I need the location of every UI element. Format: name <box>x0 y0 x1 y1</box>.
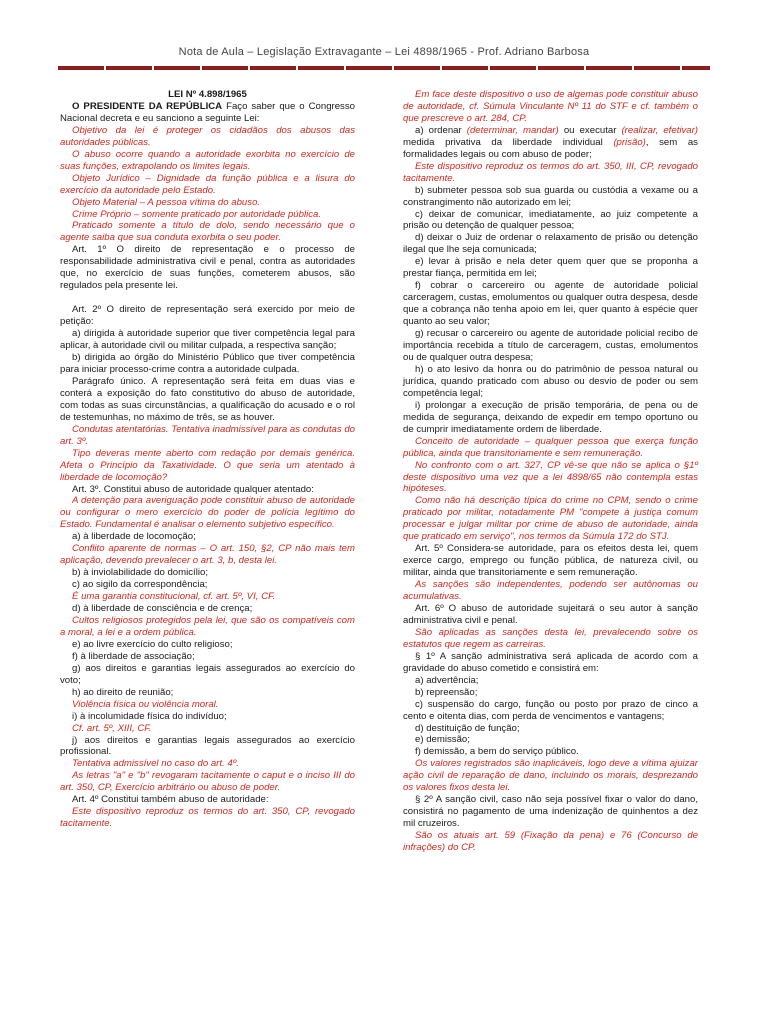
annotation-paragraph <box>403 89 698 125</box>
text-run: Objeto Material – A pessoa vítima do abuso. <box>72 196 261 208</box>
annotation-run: (realizar, efetivar) <box>621 124 699 136</box>
text-run: i) prolongar a execução de prisão temporária, de pena ou de medida de segurança, deixando de expedir em tempo oportuno ou de cumprir imediatamente ordem de liberdade. <box>403 399 698 435</box>
law-paragraph <box>403 746 698 758</box>
text-run: Crime Próprio – somente praticado por autoridade pública. <box>72 208 322 220</box>
text-run: medida privativa da liberdade individual <box>403 136 614 148</box>
law-paragraph <box>403 232 698 256</box>
law-paragraph <box>403 185 698 209</box>
text-run: a) advertência; <box>415 674 479 686</box>
bold-lead-text: O PRESIDENTE DA REPÚBLICA <box>72 100 223 112</box>
text-run: Art. 1º O direito de representação e o processo de responsabilidade administrativa civil e penal, contra as autoridades que, no exercício de suas funções, cometerem abusos, são regulados pela presente lei. <box>60 244 355 292</box>
text-run: e) demissão; <box>415 734 470 746</box>
annotation-paragraph <box>60 209 355 221</box>
law-paragraph <box>403 687 698 699</box>
text-run: Violência física ou violência moral. <box>72 698 219 710</box>
text-run: c) deixar de comunicar, imediatamente, ao juiz competente a prisão ou detenção de qualquer pessoa; <box>403 208 698 232</box>
text-run: b) dirigida ao órgão do Ministério Público que tiver competência para iniciar processo-crime contra a autoridade culpada. <box>60 352 355 375</box>
page-header-title: Nota de Aula – Legislação Extravagante – Lei 4898/1965 - Prof. Adriano Barbosa <box>178 46 590 58</box>
annotation-paragraph <box>60 424 355 448</box>
text-run: a) ordenar <box>415 124 467 136</box>
text-run: Como não há descrição típica do crime no CPM, sendo o crime praticado por militar, notadamente PM "compete à justiça comum processar e julgar militar por crime de abuso de autoridade, ainda que praticado em serviço", nos termos da Súmula 172 do STJ. <box>403 495 698 543</box>
annotation-paragraph <box>60 125 355 149</box>
annotation-paragraph <box>403 495 698 543</box>
annotation-paragraph <box>60 806 355 830</box>
annotation-paragraph <box>403 579 698 603</box>
text-run: São os atuais art. 59 (Fixação da pena) e 76 (Concurso de infrações) do CP. <box>403 830 698 854</box>
text-run: h) o ato lesivo da honra ou do patrimônio de pessoa natural ou jurídica, quando praticado com abuso ou desvio de poder ou sem competência legal; <box>403 363 698 399</box>
law-paragraph <box>60 352 355 376</box>
law-paragraph <box>403 543 698 579</box>
law-paragraph <box>403 364 698 400</box>
text-run: Condutas atentatórias. Tentativa inadmissível para as condutas do art. 3º. <box>60 423 355 447</box>
text-run: i) à incolumidade física do indivíduo; <box>72 710 227 722</box>
law-paragraph <box>60 328 355 352</box>
text-run: c) suspensão do cargo, função ou posto por prazo de cinco a cento e oitenta dias, com perda de vencimentos e vantagens; <box>403 698 698 722</box>
law-paragraph <box>403 675 698 687</box>
annotation-paragraph <box>60 770 355 794</box>
text-run: Faço saber que o Congresso Nacional decreta e eu sanciono a seguinte Lei: <box>60 100 355 124</box>
right-column <box>403 89 698 854</box>
text-run: Art. 4º Constitui também abuso de autoridade: <box>72 794 269 806</box>
annotation-paragraph <box>60 758 355 770</box>
annotation-paragraph <box>60 723 355 735</box>
text-run: § 2º A sanção civil, caso não seja possível fixar o valor do dano, consistirá no pagamento de uma indenização de quinhentos a dez mil cruzeiros. <box>403 794 698 830</box>
annotation-paragraph <box>60 173 355 197</box>
text-run: É uma garantia constitucional, cf. art. 5º, VI, CF. <box>72 591 276 603</box>
annotation-paragraph <box>403 758 698 794</box>
text-run: Cf. art. 5º, XIII, CF. <box>72 722 152 734</box>
law-paragraph <box>403 723 698 735</box>
law-paragraph <box>60 376 355 424</box>
text-run: a) à liberdade de locomoção; <box>72 531 196 543</box>
law-paragraph <box>60 579 355 591</box>
annotation-paragraph <box>403 830 698 854</box>
text-run: Art. 3º. Constitui abuso de autoridade qualquer atentado: <box>72 483 314 495</box>
text-run: g) recusar o carcereiro ou agente de autoridade policial recibo de importância recebida a título de carceragem, custas, emolumentos ou de qualquer outra despesa; <box>403 328 698 363</box>
text-run: Este dispositivo reproduz os termos do art. 350, III, CP, revogado tacitamente. <box>403 160 698 184</box>
annotation-paragraph <box>60 615 355 639</box>
text-run: e) levar à prisão e nela deter quem quer que se proponha a prestar fiança, permitida em lei; <box>403 256 698 280</box>
text-run: f) cobrar o carcereiro ou agente de autoridade policial carceragem, custas, emolumentos ou qualquer outra despesa, desde que a cobrança não tenha apoio em lei, quer quanto à espécie quer quanto ao seu valor; <box>403 280 698 328</box>
law-paragraph <box>60 304 355 328</box>
law-paragraph <box>60 687 355 699</box>
text-run: g) aos direitos e garantias legais assegurados ao exercício do voto; <box>60 662 355 686</box>
annotation-paragraph <box>60 699 355 711</box>
text-run: f) à liberdade de associação; <box>72 650 195 662</box>
law-paragraph <box>403 256 698 280</box>
text-run: As letras "a" e "b" revogaram tacitamente o caput e o inciso III do art. 350, CP, Exercício arbitrário ou abuso de poder. <box>60 770 355 794</box>
annotation-run: (determinar, mandar) <box>466 124 559 136</box>
text-run: LEI Nº 4.898/1965 <box>168 89 247 100</box>
left-column <box>60 89 355 830</box>
annotation-paragraph <box>60 197 355 209</box>
text-run: j) aos direitos e garantias legais assegurados ao exercício profissional. <box>60 734 355 758</box>
text-run: Conflito aparente de normas – O art. 150, §2, CP não mais tem aplicação, devendo prevalecer o art. 3, b, desta lei. <box>60 543 355 567</box>
law-paragraph <box>60 89 355 101</box>
text-run: As sanções são independentes, podendo ser autônomas ou acumulativas. <box>403 579 698 603</box>
text-run: Art. 5º Considera-se autoridade, para os efeitos desta lei, quem exerce cargo, emprego ou função pública, de natureza civil, ou militar, ainda que transitoriamente e sem remuneração. <box>403 543 698 579</box>
text-run: , sem as formalidades legais ou com abuso de poder; <box>403 136 698 160</box>
law-paragraph <box>60 531 355 543</box>
law-paragraph <box>403 280 698 328</box>
text-run: Os valores registrados são inaplicáveis, logo deve a vítima ajuizar ação civil de reparação de dano, incluindo os morais, desprezando os valores fixos desta lei. <box>403 758 698 794</box>
text-run: Art. 6º O abuso de autoridade sujeitará o seu autor à sanção administrativa civil e penal. <box>403 602 698 626</box>
law-paragraph <box>403 209 698 233</box>
text-run: Parágrafo único. A representação será feita em duas vias e conterá a exposição do fato constitutivo do abuso de autoridade, com todas as suas circunstâncias, a qualificação do acusado e o rol de testemunhas, no máximo de três, se as houver. <box>60 375 355 423</box>
annotation-run: (prisão) <box>613 136 646 148</box>
law-paragraph <box>60 651 355 663</box>
text-run: Tipo deveras mente aberto com redação por demais genérica. Afeta o Princípio da Taxatividade. O que seria um atentado à liberdade de locomoção? <box>60 447 355 483</box>
annotation-paragraph <box>60 591 355 603</box>
text-run: Praticado somente a título de dolo, sendo necessário que o agente saiba que sua conduta exorbita o seu poder. <box>60 220 355 244</box>
text-run: d) à liberdade de consciência e de crença; <box>72 603 253 615</box>
text-run: Objeto Jurídico – Dignidade da função pública e a lisura do exercício da autoridade pelo Estado. <box>60 172 355 196</box>
text-run: A detenção para averiguação pode constituir abuso de autoridade ou configurar o mero exercício do poder de polícia legítimo do Estado. Fundamental é analisar o elemento subjetivo específico. <box>60 495 355 531</box>
annotation-paragraph <box>403 627 698 651</box>
annotation-paragraph <box>60 543 355 567</box>
text-run: d) destituição de função; <box>415 722 520 734</box>
text-run: e) ao livre exercício do culto religioso; <box>72 638 233 650</box>
law-paragraph <box>60 735 355 759</box>
law-paragraph <box>60 663 355 687</box>
law-paragraph <box>403 400 698 436</box>
law-paragraph <box>403 794 698 830</box>
text-run: Art. 2º O direito de representação será exercido por meio de petição: <box>60 304 355 328</box>
annotation-paragraph <box>403 460 698 496</box>
text-run: São aplicadas as sanções desta lei, prevalecendo sobre os estatutos que regem as carreiras. <box>403 626 698 650</box>
annotation-paragraph <box>60 495 355 531</box>
law-paragraph <box>403 651 698 675</box>
law-paragraph <box>403 125 698 161</box>
text-run: Este dispositivo reproduz os termos do art. 350, CP, revogado tacitamente. <box>60 806 355 830</box>
text-run: f) demissão, a bem do serviço público. <box>415 746 579 758</box>
text-run: Tentativa admissível no caso do art. 4º. <box>72 758 239 770</box>
text-run: a) dirigida à autoridade superior que tiver competência legal para aplicar, à autoridade civil ou militar culpada, a respectiva sanção; <box>60 328 355 352</box>
header-rule <box>58 66 710 70</box>
annotation-paragraph <box>60 220 355 244</box>
law-paragraph <box>403 328 698 364</box>
law-paragraph <box>403 603 698 627</box>
law-paragraph <box>403 699 698 723</box>
text-run: b) submeter pessoa sob sua guarda ou custódia a vexame ou a constrangimento não autorizado em lei; <box>403 184 698 208</box>
law-paragraph <box>60 711 355 723</box>
text-run: Cultos religiosos protegidos pela lei, que são os compatíveis com a moral, a lei e a ordem pública. <box>60 614 355 638</box>
text-run: c) ao sigilo da correspondência; <box>72 579 208 591</box>
text-run: b) repreensão; <box>415 686 478 698</box>
law-paragraph <box>60 244 355 292</box>
annotation-paragraph <box>60 149 355 173</box>
text-run: O abuso ocorre quando a autoridade exorbita no exercício de suas funções, extrapolando os limites legais. <box>60 148 355 172</box>
annotation-paragraph <box>403 436 698 460</box>
law-paragraph <box>60 567 355 579</box>
annotation-paragraph <box>403 161 698 185</box>
annotation-paragraph <box>60 448 355 484</box>
text-run: d) deixar o Juiz de ordenar o relaxamento de prisão ou detenção ilegal que lhe seja comunicada; <box>403 232 698 256</box>
text-run: h) ao direito de reunião; <box>72 686 174 698</box>
text-run: Conceito de autoridade – qualquer pessoa que exerça função pública, ainda que transitoriamente e sem remuneração. <box>403 435 698 459</box>
text-run: ou executar <box>558 124 622 136</box>
law-paragraph <box>60 603 355 615</box>
text-run: b) à inviolabilidade do domicílio; <box>72 567 208 579</box>
law-paragraph <box>60 484 355 496</box>
law-paragraph <box>60 794 355 806</box>
text-run: § 1º A sanção administrativa será aplicada de acordo com a gravidade do abuso cometido e consistirá em: <box>403 650 698 674</box>
text-run: Objetivo da lei é proteger os cidadãos dos abusos das autoridades públicas. <box>60 124 355 148</box>
law-paragraph <box>403 734 698 746</box>
law-paragraph <box>60 639 355 651</box>
law-paragraph <box>60 101 355 125</box>
text-run: Em face deste dispositivo o uso de algemas pode constituir abuso de autoridade, cf. Súmula Vinculante Nº 11 do STF e cf. também o que prescreve o art. 284, CP. <box>403 89 698 124</box>
text-run: No confronto com o art. 327, CP vê-se que não se aplica o §1º deste dispositivo uma vez que a lei 4898/65 não contempla estas hipóteses. <box>403 459 698 495</box>
